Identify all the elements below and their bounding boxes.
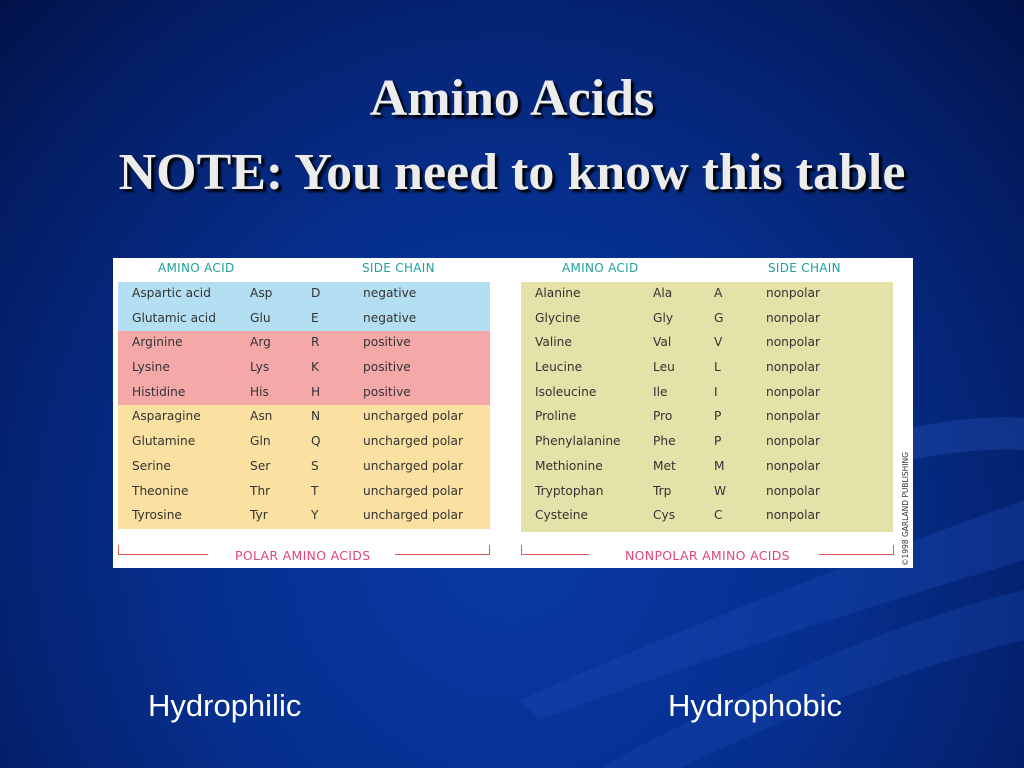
amino-acid-abbreviation: Tyr xyxy=(250,508,268,523)
amino-acid-code: T xyxy=(311,483,319,498)
nonpolar-bracket-right-tick xyxy=(893,545,894,555)
amino-acid-name: Theonine xyxy=(132,483,189,498)
amino-acid-abbreviation: Gly xyxy=(653,310,674,325)
amino-acid-name: Histidine xyxy=(132,384,186,399)
side-chain-type: nonpolar xyxy=(766,434,820,449)
side-chain-type: nonpolar xyxy=(766,335,820,350)
amino-acid-abbreviation: Ala xyxy=(653,286,673,300)
title-line-2: NOTE: You need to know this table xyxy=(118,144,906,201)
table-row xyxy=(521,405,893,430)
side-chain-type: nonpolar xyxy=(766,360,820,375)
amino-acid-code: P xyxy=(714,434,722,449)
amino-acid-abbreviation: Trp xyxy=(653,483,672,498)
amino-acid-name: Glycine xyxy=(535,310,581,325)
amino-acid-code: H xyxy=(311,384,321,399)
amino-acid-code: S xyxy=(311,458,319,473)
amino-acid-abbreviation: Gln xyxy=(250,434,271,449)
amino-acid-code: N xyxy=(311,409,321,424)
table-row xyxy=(118,356,490,381)
amino-acid-code: G xyxy=(714,310,724,325)
table-row xyxy=(521,430,893,455)
polar-amino-acids-label: POLAR AMINO ACIDS xyxy=(235,548,371,563)
amino-acid-code: M xyxy=(714,458,725,473)
polar-amino-acids-panel xyxy=(118,282,490,529)
nonpolar-amino-acids-panel xyxy=(521,282,893,532)
amino-acid-code: Y xyxy=(311,508,319,523)
amino-acid-abbreviation: Leu xyxy=(653,360,675,375)
side-chain-type: positive xyxy=(363,335,411,350)
amino-acid-name: Isoleucine xyxy=(535,384,597,399)
amino-acid-code: W xyxy=(714,483,727,498)
amino-acid-abbreviation: Arg xyxy=(250,335,271,350)
table-row xyxy=(521,356,893,381)
amino-acid-code: L xyxy=(714,360,721,375)
polar-bracket-right xyxy=(395,554,489,555)
amino-acid-code: C xyxy=(714,508,723,523)
amino-acid-code: P xyxy=(714,409,722,424)
amino-acid-code: Q xyxy=(311,434,321,449)
amino-acid-name: Aspartic acid xyxy=(132,286,211,300)
table-row xyxy=(118,430,490,455)
amino-acid-name: Serine xyxy=(132,458,171,473)
amino-acid-name: Valine xyxy=(535,335,572,350)
amino-acid-abbreviation: Val xyxy=(653,335,672,350)
amino-acid-name: Proline xyxy=(535,409,577,424)
table-row xyxy=(118,307,490,332)
table-row xyxy=(521,381,893,406)
side-chain-type: nonpolar xyxy=(766,384,820,399)
side-chain-type: negative xyxy=(363,310,417,325)
amino-acid-abbreviation: Cys xyxy=(653,508,676,523)
right-header-side-chain: SIDE CHAIN xyxy=(768,261,841,275)
amino-acid-abbreviation: Ser xyxy=(250,458,271,473)
amino-acid-code: K xyxy=(311,360,319,375)
left-header-amino-acid: AMINO ACID xyxy=(158,261,235,275)
table-row xyxy=(118,405,490,430)
side-chain-type: uncharged polar xyxy=(363,458,464,473)
amino-acid-abbreviation: Asn xyxy=(250,409,273,424)
amino-acid-name: Alanine xyxy=(535,286,581,300)
table-row xyxy=(118,504,490,529)
amino-acid-abbreviation: Glu xyxy=(250,310,271,325)
side-chain-type: nonpolar xyxy=(766,458,820,473)
side-chain-type: negative xyxy=(363,286,417,300)
amino-acid-name: Arginine xyxy=(132,335,183,350)
side-chain-type: nonpolar xyxy=(766,483,820,498)
amino-acid-abbreviation: Met xyxy=(653,458,676,473)
amino-acid-name: Leucine xyxy=(535,360,583,375)
amino-acid-abbreviation: Pro xyxy=(653,409,673,424)
amino-acid-name: Asparagine xyxy=(132,409,201,424)
amino-acid-name: Phenylalanine xyxy=(535,434,621,449)
table-row xyxy=(118,282,490,307)
amino-acid-abbreviation: Thr xyxy=(250,483,271,498)
table-row xyxy=(521,455,893,480)
amino-acid-code: V xyxy=(714,335,723,350)
amino-acid-name: Cysteine xyxy=(535,508,588,523)
caption-hydrophilic: Hydrophilic xyxy=(148,688,302,723)
table-row xyxy=(521,504,893,529)
table-row xyxy=(521,331,893,356)
amino-acid-abbreviation: Phe xyxy=(653,434,676,449)
table-row xyxy=(521,480,893,505)
amino-acid-code: R xyxy=(311,335,320,350)
table-row xyxy=(118,331,490,356)
side-chain-type: positive xyxy=(363,360,411,375)
amino-acid-code: E xyxy=(311,310,319,325)
left-header-side-chain: SIDE CHAIN xyxy=(362,261,435,275)
nonpolar-bracket-right xyxy=(819,554,893,555)
title-line-1: Amino Acids xyxy=(369,70,655,127)
caption-hydrophobic: Hydrophobic xyxy=(668,688,843,723)
amino-acid-name: Tryptophan xyxy=(535,483,604,498)
polar-bracket-right-tick xyxy=(489,545,490,555)
amino-acid-abbreviation: Asp xyxy=(250,286,273,300)
amino-acid-abbreviation: His xyxy=(250,384,269,399)
amino-acid-name: Methionine xyxy=(535,458,603,473)
side-chain-type: nonpolar xyxy=(766,409,820,424)
amino-acid-name: Lysine xyxy=(132,360,170,375)
amino-acid-abbreviation: Ile xyxy=(653,384,668,399)
side-chain-type: uncharged polar xyxy=(363,483,464,498)
table-row xyxy=(118,381,490,406)
side-chain-type: nonpolar xyxy=(766,508,820,523)
table-row xyxy=(521,282,893,307)
table-row xyxy=(118,480,490,505)
table-row xyxy=(118,455,490,480)
amino-acid-abbreviation: Lys xyxy=(250,360,270,375)
side-chain-type: positive xyxy=(363,384,411,399)
amino-acid-code: I xyxy=(714,384,718,399)
table-row xyxy=(521,307,893,332)
side-chain-type: nonpolar xyxy=(766,310,820,325)
nonpolar-amino-acids-label: NONPOLAR AMINO ACIDS xyxy=(625,548,790,563)
side-chain-type: nonpolar xyxy=(766,286,820,300)
copyright-credit: ©1998 GARLAND PUBLISHING xyxy=(901,452,910,566)
amino-acid-name: Glutamic acid xyxy=(132,310,216,325)
polar-bracket-left xyxy=(118,554,208,555)
amino-acid-code: A xyxy=(714,286,723,300)
amino-acid-code: D xyxy=(311,286,321,300)
amino-acid-table-figure xyxy=(113,258,913,568)
amino-acid-name: Tyrosine xyxy=(132,508,182,523)
right-header-amino-acid: AMINO ACID xyxy=(562,261,639,275)
amino-acid-name: Glutamine xyxy=(132,434,196,449)
slide-title xyxy=(0,62,1024,210)
side-chain-type: uncharged polar xyxy=(363,434,464,449)
nonpolar-bracket-left xyxy=(521,554,589,555)
side-chain-type: uncharged polar xyxy=(363,508,464,523)
side-chain-type: uncharged polar xyxy=(363,409,464,424)
